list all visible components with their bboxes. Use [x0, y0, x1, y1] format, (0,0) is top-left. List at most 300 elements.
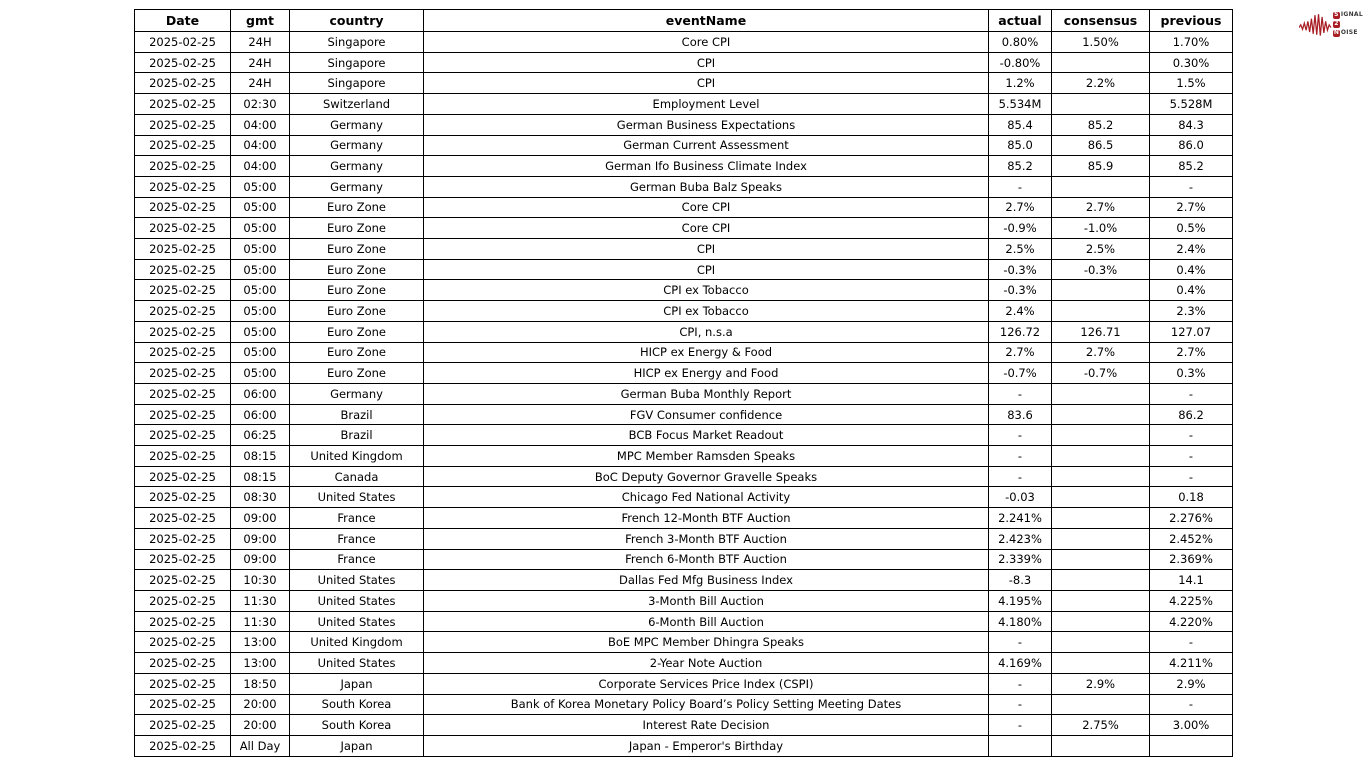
table-row [135, 239, 1233, 260]
cell-gmt: All Day [231, 735, 290, 756]
table-row [135, 466, 1233, 487]
cell-gmt: 06:25 [231, 425, 290, 446]
column-header-gmt: gmt [231, 10, 290, 32]
cell-previous: 2.4% [1150, 239, 1233, 260]
cell-date: 2025-02-25 [135, 466, 231, 487]
cell-previous: - [1150, 446, 1233, 467]
signal-waveform-icon [1299, 8, 1332, 40]
economic-calendar-table-wrap [134, 9, 1233, 757]
cell-previous: 5.528M [1150, 94, 1233, 115]
cell-eventname: BoE MPC Member Dhingra Speaks [424, 632, 989, 653]
cell-country: Germany [290, 156, 424, 177]
cell-consensus: 85.2 [1052, 114, 1150, 135]
table-row [135, 590, 1233, 611]
cell-date: 2025-02-25 [135, 280, 231, 301]
cell-consensus: 2.75% [1052, 715, 1150, 736]
cell-country: Germany [290, 135, 424, 156]
cell-consensus [1052, 301, 1150, 322]
cell-actual: - [989, 383, 1052, 404]
cell-date: 2025-02-25 [135, 715, 231, 736]
cell-gmt: 05:00 [231, 280, 290, 301]
logo-text [1333, 11, 1363, 38]
cell-eventname: Core CPI [424, 32, 989, 53]
cell-previous: - [1150, 176, 1233, 197]
cell-gmt: 20:00 [231, 694, 290, 715]
cell-actual: 5.534M [989, 94, 1052, 115]
cell-date: 2025-02-25 [135, 570, 231, 591]
cell-actual: 0.80% [989, 32, 1052, 53]
cell-eventname: HICP ex Energy & Food [424, 342, 989, 363]
cell-gmt: 06:00 [231, 383, 290, 404]
cell-actual: - [989, 715, 1052, 736]
cell-consensus [1052, 466, 1150, 487]
cell-actual: -0.3% [989, 280, 1052, 301]
cell-eventname: CPI [424, 239, 989, 260]
cell-date: 2025-02-25 [135, 735, 231, 756]
table-row [135, 528, 1233, 549]
cell-actual: 2.4% [989, 301, 1052, 322]
cell-eventname: Dallas Fed Mfg Business Index [424, 570, 989, 591]
cell-actual: -8.3 [989, 570, 1052, 591]
cell-country: Euro Zone [290, 342, 424, 363]
cell-gmt: 24H [231, 52, 290, 73]
table-row [135, 176, 1233, 197]
cell-country: France [290, 508, 424, 529]
cell-previous: 4.220% [1150, 611, 1233, 632]
cell-eventname: Employment Level [424, 94, 989, 115]
cell-gmt: 09:00 [231, 508, 290, 529]
cell-country: Euro Zone [290, 280, 424, 301]
table-row [135, 694, 1233, 715]
cell-eventname: CPI ex Tobacco [424, 301, 989, 322]
cell-consensus [1052, 425, 1150, 446]
cell-actual: - [989, 673, 1052, 694]
column-header-actual: actual [989, 10, 1052, 32]
cell-gmt: 04:00 [231, 135, 290, 156]
cell-previous: 0.4% [1150, 259, 1233, 280]
cell-country: Japan [290, 735, 424, 756]
table-body [135, 32, 1233, 757]
signal2noise-logo [1299, 4, 1363, 44]
cell-country: Canada [290, 466, 424, 487]
cell-consensus [1052, 280, 1150, 301]
cell-country: Euro Zone [290, 301, 424, 322]
logo-letter-s: S [1334, 11, 1339, 18]
cell-previous: - [1150, 694, 1233, 715]
cell-eventname: Bank of Korea Monetary Policy Board’s Policy Setting Meeting Dates [424, 694, 989, 715]
table-row [135, 94, 1233, 115]
cell-eventname: Japan - Emperor's Birthday [424, 735, 989, 756]
cell-consensus [1052, 487, 1150, 508]
cell-eventname: German Buba Balz Speaks [424, 176, 989, 197]
cell-previous: 0.30% [1150, 52, 1233, 73]
cell-date: 2025-02-25 [135, 673, 231, 694]
cell-date: 2025-02-25 [135, 176, 231, 197]
cell-gmt: 04:00 [231, 156, 290, 177]
cell-actual: 126.72 [989, 321, 1052, 342]
cell-previous: 0.5% [1150, 218, 1233, 239]
cell-consensus: 126.71 [1052, 321, 1150, 342]
cell-gmt: 05:00 [231, 197, 290, 218]
cell-consensus [1052, 94, 1150, 115]
cell-eventname: 2-Year Note Auction [424, 653, 989, 674]
cell-previous: 2.9% [1150, 673, 1233, 694]
cell-consensus [1052, 735, 1150, 756]
cell-gmt: 20:00 [231, 715, 290, 736]
cell-date: 2025-02-25 [135, 32, 231, 53]
cell-country: United Kingdom [290, 632, 424, 653]
cell-gmt: 05:00 [231, 342, 290, 363]
column-header-eventname: eventName [424, 10, 989, 32]
economic-calendar-table [134, 9, 1233, 757]
cell-consensus [1052, 549, 1150, 570]
cell-eventname: HICP ex Energy and Food [424, 363, 989, 384]
cell-previous: 2.7% [1150, 342, 1233, 363]
cell-date: 2025-02-25 [135, 52, 231, 73]
cell-consensus [1052, 632, 1150, 653]
cell-date: 2025-02-25 [135, 218, 231, 239]
table-row [135, 52, 1233, 73]
cell-gmt: 09:00 [231, 549, 290, 570]
cell-date: 2025-02-25 [135, 425, 231, 446]
cell-previous: 0.18 [1150, 487, 1233, 508]
cell-date: 2025-02-25 [135, 363, 231, 384]
cell-consensus: 2.9% [1052, 673, 1150, 694]
cell-previous: 84.3 [1150, 114, 1233, 135]
cell-previous: 2.3% [1150, 301, 1233, 322]
cell-date: 2025-02-25 [135, 321, 231, 342]
cell-country: Japan [290, 673, 424, 694]
cell-previous: 0.4% [1150, 280, 1233, 301]
cell-eventname: German Buba Monthly Report [424, 383, 989, 404]
cell-consensus [1052, 694, 1150, 715]
cell-consensus [1052, 570, 1150, 591]
cell-actual: 2.5% [989, 239, 1052, 260]
cell-actual: - [989, 694, 1052, 715]
cell-date: 2025-02-25 [135, 590, 231, 611]
table-row [135, 673, 1233, 694]
column-header-date: Date [135, 10, 231, 32]
cell-eventname: Chicago Fed National Activity [424, 487, 989, 508]
cell-gmt: 08:30 [231, 487, 290, 508]
cell-consensus [1052, 404, 1150, 425]
cell-eventname: French 6-Month BTF Auction [424, 549, 989, 570]
cell-eventname: Core CPI [424, 197, 989, 218]
cell-previous: 2.7% [1150, 197, 1233, 218]
cell-date: 2025-02-25 [135, 73, 231, 94]
cell-date: 2025-02-25 [135, 653, 231, 674]
cell-gmt: 08:15 [231, 466, 290, 487]
cell-gmt: 02:30 [231, 94, 290, 115]
column-header-country: country [290, 10, 424, 32]
cell-actual: 4.180% [989, 611, 1052, 632]
cell-consensus: -0.3% [1052, 259, 1150, 280]
cell-eventname: Core CPI [424, 218, 989, 239]
cell-actual: 2.241% [989, 508, 1052, 529]
cell-date: 2025-02-25 [135, 549, 231, 570]
table-row [135, 570, 1233, 591]
cell-country: Euro Zone [290, 197, 424, 218]
cell-consensus [1052, 52, 1150, 73]
cell-previous: - [1150, 466, 1233, 487]
cell-previous: 85.2 [1150, 156, 1233, 177]
cell-consensus: -1.0% [1052, 218, 1150, 239]
cell-consensus: 2.5% [1052, 239, 1150, 260]
cell-date: 2025-02-25 [135, 301, 231, 322]
cell-gmt: 18:50 [231, 673, 290, 694]
cell-country: Euro Zone [290, 218, 424, 239]
cell-previous: - [1150, 425, 1233, 446]
cell-eventname: CPI [424, 259, 989, 280]
cell-date: 2025-02-25 [135, 342, 231, 363]
cell-actual: - [989, 632, 1052, 653]
cell-consensus [1052, 653, 1150, 674]
table-row [135, 156, 1233, 177]
cell-date: 2025-02-25 [135, 404, 231, 425]
logo-word-ignal: IGNAL [1340, 11, 1363, 18]
cell-country: Euro Zone [290, 321, 424, 342]
cell-gmt: 05:00 [231, 176, 290, 197]
cell-previous: 1.70% [1150, 32, 1233, 53]
cell-gmt: 05:00 [231, 363, 290, 384]
table-row [135, 135, 1233, 156]
cell-country: Euro Zone [290, 259, 424, 280]
cell-date: 2025-02-25 [135, 528, 231, 549]
cell-actual: - [989, 466, 1052, 487]
cell-previous: 86.2 [1150, 404, 1233, 425]
cell-country: Brazil [290, 404, 424, 425]
cell-country: United States [290, 653, 424, 674]
cell-country: United States [290, 590, 424, 611]
cell-previous: 2.369% [1150, 549, 1233, 570]
table-row [135, 73, 1233, 94]
logo-line-2 [1333, 20, 1363, 29]
cell-consensus [1052, 590, 1150, 611]
cell-date: 2025-02-25 [135, 114, 231, 135]
cell-actual: -0.3% [989, 259, 1052, 280]
cell-country: Switzerland [290, 94, 424, 115]
cell-consensus [1052, 446, 1150, 467]
table-row [135, 383, 1233, 404]
column-header-consensus: consensus [1052, 10, 1150, 32]
cell-eventname: 3-Month Bill Auction [424, 590, 989, 611]
cell-eventname: Interest Rate Decision [424, 715, 989, 736]
cell-gmt: 08:15 [231, 446, 290, 467]
cell-country: United Kingdom [290, 446, 424, 467]
cell-gmt: 13:00 [231, 632, 290, 653]
table-row [135, 259, 1233, 280]
logo-line-signal [1333, 11, 1363, 20]
cell-date: 2025-02-25 [135, 446, 231, 467]
cell-eventname: German Ifo Business Climate Index [424, 156, 989, 177]
cell-consensus: 2.7% [1052, 342, 1150, 363]
table-row [135, 342, 1233, 363]
table-row [135, 632, 1233, 653]
table-row [135, 321, 1233, 342]
cell-date: 2025-02-25 [135, 239, 231, 260]
cell-date: 2025-02-25 [135, 156, 231, 177]
cell-previous: 4.211% [1150, 653, 1233, 674]
cell-actual [989, 735, 1052, 756]
cell-eventname: Corporate Services Price Index (CSPI) [424, 673, 989, 694]
logo-word-oise: OISE [1340, 29, 1358, 36]
cell-actual: - [989, 446, 1052, 467]
cell-country: Euro Zone [290, 363, 424, 384]
cell-gmt: 05:00 [231, 301, 290, 322]
cell-country: United States [290, 570, 424, 591]
cell-gmt: 11:30 [231, 590, 290, 611]
cell-date: 2025-02-25 [135, 611, 231, 632]
table-row [135, 363, 1233, 384]
cell-gmt: 05:00 [231, 218, 290, 239]
cell-previous: 14.1 [1150, 570, 1233, 591]
table-row [135, 114, 1233, 135]
cell-eventname: 6-Month Bill Auction [424, 611, 989, 632]
table-row [135, 404, 1233, 425]
cell-actual: 2.339% [989, 549, 1052, 570]
cell-consensus [1052, 611, 1150, 632]
cell-eventname: German Current Assessment [424, 135, 989, 156]
table-row [135, 487, 1233, 508]
cell-date: 2025-02-25 [135, 135, 231, 156]
cell-date: 2025-02-25 [135, 259, 231, 280]
cell-previous: 1.5% [1150, 73, 1233, 94]
cell-consensus: 1.50% [1052, 32, 1150, 53]
cell-eventname: BCB Focus Market Readout [424, 425, 989, 446]
cell-date: 2025-02-25 [135, 508, 231, 529]
cell-country: Singapore [290, 52, 424, 73]
table-row [135, 280, 1233, 301]
table-row [135, 611, 1233, 632]
cell-eventname: BoC Deputy Governor Gravelle Speaks [424, 466, 989, 487]
table-row [135, 197, 1233, 218]
cell-actual: - [989, 176, 1052, 197]
cell-previous: 86.0 [1150, 135, 1233, 156]
cell-previous [1150, 735, 1233, 756]
cell-date: 2025-02-25 [135, 694, 231, 715]
logo-line-noise [1333, 29, 1363, 38]
cell-country: Brazil [290, 425, 424, 446]
cell-consensus: 85.9 [1052, 156, 1150, 177]
cell-eventname: MPC Member Ramsden Speaks [424, 446, 989, 467]
cell-country: United States [290, 487, 424, 508]
logo-letter-n: N [1333, 29, 1339, 36]
cell-actual: -0.80% [989, 52, 1052, 73]
table-row [135, 32, 1233, 53]
table-header-row [135, 10, 1233, 32]
cell-gmt: 04:00 [231, 114, 290, 135]
cell-date: 2025-02-25 [135, 632, 231, 653]
cell-country: Germany [290, 383, 424, 404]
cell-gmt: 24H [231, 32, 290, 53]
cell-date: 2025-02-25 [135, 197, 231, 218]
cell-eventname: CPI, n.s.a [424, 321, 989, 342]
cell-gmt: 05:00 [231, 321, 290, 342]
cell-consensus: 86.5 [1052, 135, 1150, 156]
cell-previous: 2.276% [1150, 508, 1233, 529]
cell-country: Euro Zone [290, 239, 424, 260]
cell-previous: 3.00% [1150, 715, 1233, 736]
cell-country: Germany [290, 176, 424, 197]
cell-country: South Korea [290, 715, 424, 736]
cell-country: Singapore [290, 73, 424, 94]
cell-consensus [1052, 508, 1150, 529]
cell-consensus [1052, 383, 1150, 404]
cell-eventname: French 3-Month BTF Auction [424, 528, 989, 549]
cell-previous: 127.07 [1150, 321, 1233, 342]
cell-actual: 85.0 [989, 135, 1052, 156]
table-row [135, 653, 1233, 674]
cell-eventname: FGV Consumer confidence [424, 404, 989, 425]
cell-date: 2025-02-25 [135, 487, 231, 508]
cell-previous: 2.452% [1150, 528, 1233, 549]
table-row [135, 549, 1233, 570]
cell-eventname: German Business Expectations [424, 114, 989, 135]
table-row [135, 218, 1233, 239]
cell-actual: 85.4 [989, 114, 1052, 135]
cell-eventname: CPI [424, 73, 989, 94]
cell-actual: -0.7% [989, 363, 1052, 384]
cell-gmt: 13:00 [231, 653, 290, 674]
cell-gmt: 24H [231, 73, 290, 94]
cell-country: France [290, 549, 424, 570]
cell-previous: - [1150, 632, 1233, 653]
cell-actual: - [989, 425, 1052, 446]
cell-country: Germany [290, 114, 424, 135]
cell-country: Singapore [290, 32, 424, 53]
table-row [135, 715, 1233, 736]
cell-actual: -0.03 [989, 487, 1052, 508]
cell-eventname: CPI ex Tobacco [424, 280, 989, 301]
cell-actual: 85.2 [989, 156, 1052, 177]
cell-actual: 2.7% [989, 197, 1052, 218]
cell-previous: 4.225% [1150, 590, 1233, 611]
table-row [135, 735, 1233, 756]
table-row [135, 301, 1233, 322]
cell-actual: 1.2% [989, 73, 1052, 94]
cell-gmt: 06:00 [231, 404, 290, 425]
cell-date: 2025-02-25 [135, 94, 231, 115]
table-row [135, 425, 1233, 446]
cell-date: 2025-02-25 [135, 383, 231, 404]
cell-consensus: -0.7% [1052, 363, 1150, 384]
table-row [135, 508, 1233, 529]
cell-consensus [1052, 528, 1150, 549]
cell-gmt: 11:30 [231, 611, 290, 632]
cell-gmt: 05:00 [231, 239, 290, 260]
cell-consensus: 2.2% [1052, 73, 1150, 94]
cell-gmt: 09:00 [231, 528, 290, 549]
cell-country: France [290, 528, 424, 549]
cell-actual: 4.169% [989, 653, 1052, 674]
cell-gmt: 10:30 [231, 570, 290, 591]
cell-country: United States [290, 611, 424, 632]
cell-country: South Korea [290, 694, 424, 715]
cell-actual: -0.9% [989, 218, 1052, 239]
cell-actual: 2.423% [989, 528, 1052, 549]
cell-consensus: 2.7% [1052, 197, 1150, 218]
cell-consensus [1052, 176, 1150, 197]
cell-previous: - [1150, 383, 1233, 404]
cell-gmt: 05:00 [231, 259, 290, 280]
column-header-previous: previous [1150, 10, 1233, 32]
logo-letter-2: 2 [1334, 20, 1339, 27]
cell-actual: 83.6 [989, 404, 1052, 425]
cell-actual: 2.7% [989, 342, 1052, 363]
cell-eventname: French 12-Month BTF Auction [424, 508, 989, 529]
cell-eventname: CPI [424, 52, 989, 73]
cell-actual: 4.195% [989, 590, 1052, 611]
